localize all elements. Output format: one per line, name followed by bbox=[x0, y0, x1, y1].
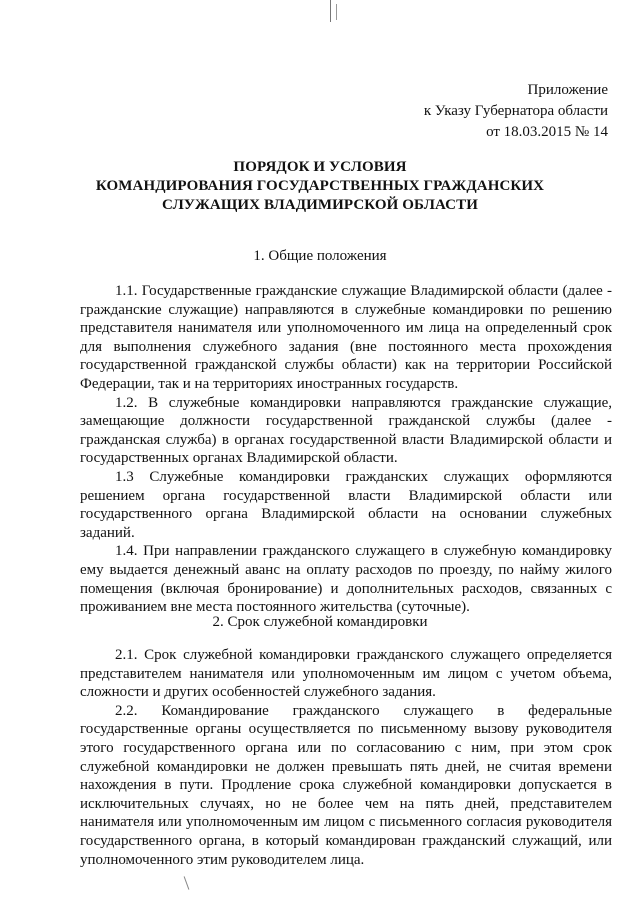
paragraph-1-1: 1.1. Государственные гражданские служащие Владимирской области (далее - гражданские служащие) направляются в служебные командировки по решению представителя нанимателя или уполномоченного им лица на определенный срок для выполнения служебного задания (вне постоянного места прохождения государственной гражданской службы области) как на территории Российской Федерации, так и на территориях иностранных государств. bbox=[80, 283, 612, 392]
section-term-body bbox=[80, 646, 612, 869]
appendix-decree-date: от 18.03.2015 № 14 bbox=[486, 124, 608, 140]
scan-artifact-mark bbox=[184, 876, 190, 889]
paragraph-2-1: 2.1. Срок служебной командировки гражданского служащего определяется представителем нанимателя или уполномоченным им лицом с учетом объема, сложности и других особенностей служебного задания. bbox=[80, 647, 612, 701]
scan-artifact-line bbox=[330, 0, 331, 22]
paragraph-2-2: 2.2. Командирование гражданского служащего в федеральные государственные органы осуществляется по письменному вызову руководителя этого государственного органа или по согласованию с ним, при этом срок служебной командировки не должен превышать пять дней, не считая времени нахождения в пути. Продление срока служебной командировки допускается в исключительных случаях, но не более чем на пять дней, представителем нанимателя или уполномоченным им лицом с письменного согласия руководителя государственного органа, в который командирован гражданский служащий, или уполномоченного этим руководителем лица. bbox=[80, 702, 612, 868]
title-line-1: ПОРЯДОК И УСЛОВИЯ bbox=[233, 159, 407, 175]
section-heading-general: 1. Общие положения bbox=[253, 248, 387, 264]
title-line-2: КОМАНДИРОВАНИЯ ГОСУДАРСТВЕННЫХ ГРАЖДАНСКИХ bbox=[95, 178, 545, 194]
appendix-label: Приложение bbox=[527, 82, 608, 98]
title-line-3: СЛУЖАЩИХ ВЛАДИМИРСКОЙ ОБЛАСТИ bbox=[162, 197, 478, 213]
paragraph-1-4: 1.4. При направлении гражданского служащего в служебную командировку ему выдается денежный аванс на оплату расходов по проезду, по найму жилого помещения (включая бронирование) и дополнительных расходов, связанных с проживанием вне места постоянного жительства (суточные). bbox=[80, 543, 612, 616]
paragraph-1-2: 1.2. В служебные командировки направляются гражданские служащие, замещающие должности государственной гражданской службы (далее - гражданская служба) в органах государственной власти Владимирской области и государственных органах Владимирской области. bbox=[80, 394, 612, 467]
appendix-decree-reference: к Указу Губернатора области bbox=[423, 103, 608, 119]
document-title bbox=[0, 158, 640, 215]
appendix-block bbox=[424, 80, 608, 143]
section-heading-term: 2. Срок служебной командировки bbox=[212, 614, 428, 630]
paragraph-1-3: 1.3 Служебные командировки гражданских служащих оформляются решением органа государственной власти Владимирской области или государственного органа Владимирской области на основании служебных заданий. bbox=[80, 468, 612, 541]
section-general-body bbox=[80, 282, 612, 617]
scan-artifact-line bbox=[336, 4, 337, 20]
